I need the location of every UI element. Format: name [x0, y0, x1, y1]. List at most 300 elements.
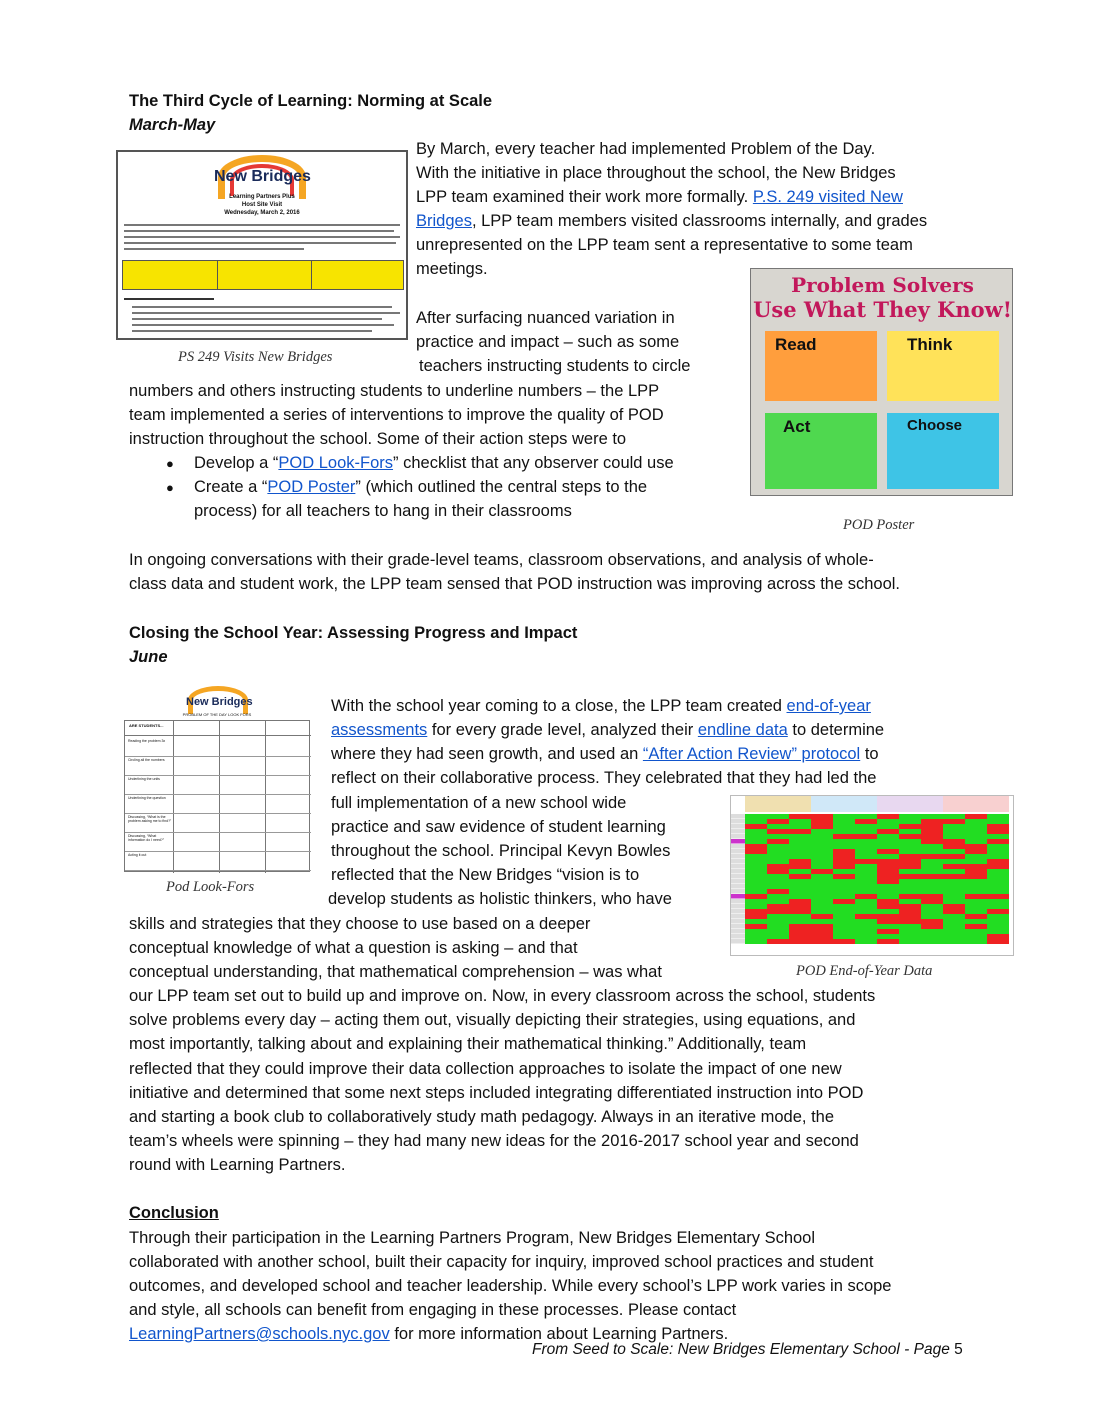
heatmap-cell: [855, 874, 877, 879]
paragraph-line: practice and impact – such as some: [416, 333, 680, 351]
heatmap-cell: [789, 894, 811, 899]
heatmap-cell: [899, 909, 921, 914]
heatmap-cell: [899, 914, 921, 919]
sticky-note-read: [765, 331, 877, 401]
heatmap-cell: [789, 874, 811, 879]
sticky-label: Think: [907, 335, 953, 354]
heatmap-cell: [745, 894, 767, 899]
paragraph-line: throughout the school. Principal Kevyn Bowles: [331, 842, 671, 860]
footer-text: From Seed to Scale: New Bridges Elementary School - Page: [532, 1341, 955, 1358]
paragraph-line: conceptual knowledge of what a question is asking – and that: [129, 939, 578, 957]
heatmap-cell: [767, 864, 789, 869]
heatmap-cell: [921, 899, 943, 904]
image-caption: POD End-of-Year Data: [796, 963, 933, 979]
heatmap-cell: [767, 929, 789, 934]
heatmap-cell: [921, 864, 943, 869]
heatmap-summary-cell: [965, 946, 986, 951]
heatmap-cell: [855, 909, 877, 914]
pod-look-fors-image: [122, 686, 312, 874]
heatmap-cell: [811, 844, 833, 849]
table-row-label: Acting it out: [128, 853, 147, 857]
ps249-visit-link[interactable]: P.S. 249 visited New: [752, 188, 903, 206]
conclusion-title: Conclusion: [129, 1204, 219, 1222]
heatmap-cell: [789, 904, 811, 909]
heatmap-cell: [921, 939, 943, 944]
heatmap-cell: [877, 899, 899, 904]
heatmap-summary-cell: [767, 946, 788, 951]
paragraph-line: team implemented a series of interventions to improve the quality of POD: [129, 406, 664, 424]
paragraph-line: instruction throughout the school. Some of their action steps were to: [129, 430, 627, 448]
heatmap-cell: [745, 889, 767, 894]
heatmap-cell: [921, 854, 943, 859]
heatmap-cell: [877, 854, 899, 859]
heatmap-cell: [877, 939, 899, 944]
text-line: [132, 324, 394, 326]
heatmap-cell: [943, 889, 965, 894]
heatmap-cell: [789, 924, 811, 929]
heatmap-cell: [833, 839, 855, 844]
heatmap-header-cell: [855, 796, 877, 812]
heatmap-row-label: [731, 829, 745, 834]
heatmap-cell: [833, 924, 855, 929]
heatmap-cell: [789, 854, 811, 859]
heatmap-cell: [745, 829, 767, 834]
heatmap-cell: [899, 824, 921, 829]
heatmap-cell: [965, 834, 987, 839]
heatmap-cell: [833, 934, 855, 939]
heatmap-cell: [789, 889, 811, 894]
heatmap-cell: [789, 814, 811, 819]
look-fors-table: [124, 720, 310, 872]
pod-look-fors-link[interactable]: POD Look-Fors: [278, 454, 394, 472]
heatmap-row-label: [731, 819, 745, 824]
heatmap-cell: [789, 879, 811, 884]
heatmap-cell: [921, 849, 943, 854]
end-of-year-assessments-link[interactable]: end-of-year: [786, 697, 871, 715]
heatmap-cell: [943, 874, 965, 879]
paragraph-line: unrepresented on the LPP team sent a representative to some team: [416, 236, 913, 254]
heatmap-cell: [943, 829, 965, 834]
heatmap-cell: [811, 924, 833, 929]
end-of-year-data-image: [730, 795, 1014, 956]
heatmap-cell: [855, 929, 877, 934]
heatmap-summary-cell: [811, 946, 832, 951]
heatmap-cell: [789, 914, 811, 919]
heatmap-cell: [789, 869, 811, 874]
heatmap-cell: [745, 864, 767, 869]
heatmap-cell: [811, 829, 833, 834]
bullet-item: [194, 451, 674, 475]
paragraph-line: initiative and determined that some next steps included integrating differentiated instruction into POD: [129, 1084, 864, 1102]
heatmap-cell: [921, 914, 943, 919]
heatmap-row-label: [731, 859, 745, 864]
heatmap-cell: [767, 839, 789, 844]
heatmap-cell: [811, 894, 833, 899]
heatmap-cell: [745, 849, 767, 854]
paragraph-line: round with Learning Partners.: [129, 1156, 346, 1174]
heatmap-cell: [899, 919, 921, 924]
heatmap-cell: [987, 824, 1009, 829]
table-row-divider: [125, 813, 311, 814]
heatmap-cell: [833, 929, 855, 934]
heatmap-cell: [811, 879, 833, 884]
paragraph-line: [416, 185, 903, 209]
heatmap-cell: [877, 929, 899, 934]
heatmap-header-cell: [789, 796, 811, 812]
heatmap-cell: [833, 864, 855, 869]
heatmap-row-label: [731, 839, 745, 844]
heatmap-cell: [899, 854, 921, 859]
heatmap-cell: [745, 839, 767, 844]
table-cell: [217, 261, 218, 289]
heatmap-cell: [855, 869, 877, 874]
form-title: PROBLEM OF THE DAY LOOK FORS: [182, 712, 252, 717]
heatmap-cell: [965, 859, 987, 864]
heatmap-cell: [987, 899, 1009, 904]
sticky-note-act: [765, 413, 877, 489]
heatmap-cell: [987, 874, 1009, 879]
heatmap-summary-cell: [921, 946, 942, 951]
image-caption: Pod Look-Fors: [166, 879, 255, 895]
heatmap-cell: [877, 824, 899, 829]
text-line: [124, 224, 400, 226]
table-row-label: Underlining the question: [128, 796, 166, 800]
heatmap-cell: [899, 864, 921, 869]
heatmap-cell: [899, 924, 921, 929]
heatmap-cell: [855, 839, 877, 844]
heatmap-cell: [767, 814, 789, 819]
heatmap-cell: [987, 814, 1009, 819]
paragraph-line: and style, all schools can benefit from engaging in these processes. Please contact: [129, 1301, 737, 1319]
heatmap-row-label: [731, 894, 745, 899]
heatmap-cell: [767, 919, 789, 924]
new-bridges-logo: New Bridges: [214, 168, 311, 185]
email-link[interactable]: LearningPartners@schools.nyc.gov: [129, 1325, 390, 1343]
heatmap-cell: [811, 849, 833, 854]
heatmap-cell: [855, 859, 877, 864]
heatmap-cell: [789, 859, 811, 864]
paragraph-line: and starting a book club to collaboratively study math pedagogy. Always in an iterative mode, the: [129, 1108, 835, 1126]
heatmap-row-label: [731, 899, 745, 904]
heatmap-cell: [921, 824, 943, 829]
heatmap-cell: [877, 889, 899, 894]
heatmap-cell: [833, 894, 855, 899]
sticky-note-choose: [887, 413, 999, 489]
heatmap-cell: [877, 904, 899, 909]
paragraph-line: practice and saw evidence of student learning: [331, 818, 666, 836]
ps249-visit-link-cont[interactable]: Bridges: [416, 212, 472, 230]
heatmap-chart: [731, 796, 1014, 956]
heatmap-cell: [943, 859, 965, 864]
heatmap-cell: [855, 849, 877, 854]
heatmap-header-cell: [921, 796, 943, 812]
heatmap-cell: [921, 894, 943, 899]
heatmap-cell: [921, 844, 943, 849]
heatmap-cell: [745, 899, 767, 904]
heatmap-cell: [855, 939, 877, 944]
heatmap-cell: [899, 819, 921, 824]
heatmap-header-cell: [943, 796, 965, 812]
heatmap-cell: [789, 834, 811, 839]
section-subtitle: June: [129, 648, 168, 666]
heatmap-cell: [811, 929, 833, 934]
paragraph-line: collaborated with another school, built their capacity for inquiry, improved school practices and student: [129, 1253, 874, 1271]
heatmap-cell: [921, 929, 943, 934]
heatmap-cell: [921, 874, 943, 879]
heatmap-cell: [811, 839, 833, 844]
host-visit-document-image: [116, 150, 408, 340]
pod-poster-link[interactable]: POD Poster: [267, 478, 356, 496]
heatmap-cell: [855, 894, 877, 899]
table-row-divider: [125, 851, 311, 852]
heatmap-cell: [877, 859, 899, 864]
heatmap-cell: [877, 819, 899, 824]
heatmap-cell: [943, 894, 965, 899]
heatmap-cell: [811, 869, 833, 874]
paragraph-line: skills and strategies that they choose to use based on a deeper: [129, 915, 591, 933]
heatmap-cell: [987, 894, 1009, 899]
heatmap-header-cell: [965, 796, 987, 812]
heatmap-cell: [745, 934, 767, 939]
heatmap-cell: [965, 914, 987, 919]
paragraph-line: class data and student work, the LPP team sensed that POD instruction was improving across the school.: [129, 575, 901, 593]
heatmap-cell: [745, 844, 767, 849]
heatmap-cell: [987, 829, 1009, 834]
heatmap-cell: [987, 919, 1009, 924]
heatmap-cell: [811, 934, 833, 939]
paragraph-line: most importantly, talking about and explaining their mathematical thinking.” Additionally, team: [129, 1035, 807, 1053]
endline-data-link[interactable]: endline data: [697, 721, 788, 739]
paragraph-line: [331, 742, 879, 766]
heatmap-cell: [987, 934, 1009, 939]
heatmap-cell: [833, 904, 855, 909]
heatmap-cell: [943, 884, 965, 889]
heatmap-row-label: [731, 884, 745, 889]
heatmap-cell: [767, 879, 789, 884]
sticky-note-think: [887, 331, 999, 401]
heatmap-cell: [877, 844, 899, 849]
heatmap-cell: [833, 854, 855, 859]
heatmap-row-label: [731, 854, 745, 859]
heatmap-cell: [899, 844, 921, 849]
heatmap-cell: [899, 899, 921, 904]
heatmap-cell: [965, 839, 987, 844]
heatmap-cell: [789, 909, 811, 914]
heatmap-cell: [833, 874, 855, 879]
heatmap-cell: [921, 909, 943, 914]
heatmap-cell: [745, 824, 767, 829]
heatmap-cell: [899, 879, 921, 884]
text: , LPP team members visited classrooms internally, and grades: [471, 212, 928, 230]
heatmap-header-cell: [877, 796, 899, 812]
heatmap-row-label: [731, 844, 745, 849]
heatmap-row-label: [731, 869, 745, 874]
heatmap-cell: [833, 829, 855, 834]
heatmap-cell: [965, 874, 987, 879]
paragraph-line: full implementation of a new school wide: [331, 794, 627, 812]
heatmap-cell: [965, 819, 987, 824]
heatmap-summary-cell: [745, 946, 766, 951]
heatmap-cell: [877, 909, 899, 914]
table-header-divider: [125, 735, 311, 736]
heatmap-cell: [811, 819, 833, 824]
heatmap-cell: [833, 814, 855, 819]
heatmap-cell: [833, 919, 855, 924]
heatmap-cell: [745, 859, 767, 864]
heatmap-cell: [745, 904, 767, 909]
heatmap-cell: [855, 934, 877, 939]
heatmap-summary-cell: [877, 946, 898, 951]
heatmap-cell: [855, 914, 877, 919]
heatmap-cell: [767, 889, 789, 894]
heatmap-cell: [943, 849, 965, 854]
heatmap-cell: [767, 934, 789, 939]
heatmap-cell: [987, 929, 1009, 934]
heatmap-cell: [789, 819, 811, 824]
heatmap-summary-cell: [811, 952, 832, 956]
heatmap-cell: [899, 834, 921, 839]
heatmap-cell: [811, 874, 833, 879]
heatmap-cell: [833, 859, 855, 864]
heatmap-cell: [943, 839, 965, 844]
heatmap-cell: [921, 924, 943, 929]
heatmap-cell: [943, 919, 965, 924]
heatmap-cell: [745, 924, 767, 929]
heatmap-cell: [899, 904, 921, 909]
heatmap-cell: [965, 929, 987, 934]
heatmap-row-label: [731, 914, 745, 919]
heatmap-cell: [877, 869, 899, 874]
table-row-label: Reading the problem 3x: [128, 739, 166, 743]
heatmap-row-label: [731, 924, 745, 929]
heatmap-cell: [811, 939, 833, 944]
paragraph-line: reflected that they could improve their data collection approaches to isolate the impact of one new: [129, 1060, 842, 1078]
paragraph-line: reflect on their collaborative process. They celebrated that they had led the: [331, 769, 877, 787]
heatmap-cell: [833, 879, 855, 884]
heatmap-cell: [987, 924, 1009, 929]
heatmap-cell: [767, 899, 789, 904]
text: Create a “: [194, 478, 268, 496]
paragraph-line: outcomes, and developed school and teacher leadership. While every school’s LPP work varies in scope: [129, 1277, 892, 1295]
heatmap-summary-cell: [943, 946, 964, 951]
heatmap-cell: [921, 819, 943, 824]
heatmap-summary-cell: [855, 946, 876, 951]
heatmap-cell: [833, 849, 855, 854]
heatmap-cell: [921, 919, 943, 924]
paragraph-line: our LPP team set out to build up and improve on. Now, in every classroom across the school, students: [129, 987, 876, 1005]
heatmap-cell: [877, 914, 899, 919]
page-number: 5: [954, 1341, 963, 1358]
heatmap-cell: [745, 919, 767, 924]
heatmap-cell: [921, 839, 943, 844]
heatmap-cell: [943, 844, 965, 849]
sticky-label: Read: [775, 335, 817, 354]
heatmap-cell: [987, 879, 1009, 884]
heatmap-cell: [789, 934, 811, 939]
heatmap-cell: [833, 899, 855, 904]
heatmap-cell: [943, 879, 965, 884]
text-line: [132, 318, 382, 320]
heatmap-cell: [921, 884, 943, 889]
heatmap-summary-cell: [899, 946, 920, 951]
heatmap-cell: [745, 879, 767, 884]
bullet-item: [194, 475, 647, 499]
heatmap-summary-cell: [877, 952, 898, 956]
heatmap-cell: [745, 929, 767, 934]
heatmap-summary-cell: [833, 946, 854, 951]
after-action-review-link[interactable]: “After Action Review” protocol: [642, 745, 861, 763]
end-of-year-assessments-link-cont[interactable]: assessments: [331, 721, 428, 739]
heatmap-cell: [921, 814, 943, 819]
table-row-divider: [125, 794, 311, 795]
paragraph-line: teachers instructing students to circle: [419, 357, 691, 375]
table-row-divider: [125, 870, 311, 871]
heatmap-cell: [987, 864, 1009, 869]
heatmap-cell: [767, 854, 789, 859]
heatmap-cell: [965, 849, 987, 854]
heatmap-cell: [943, 869, 965, 874]
heatmap-header-cell: [833, 796, 855, 812]
heatmap-cell: [943, 904, 965, 909]
heatmap-cell: [965, 879, 987, 884]
heatmap-cell: [987, 939, 1009, 944]
heatmap-row-label: [731, 864, 745, 869]
heatmap-cell: [965, 864, 987, 869]
heatmap-cell: [987, 904, 1009, 909]
heatmap-cell: [877, 924, 899, 929]
heatmap-cell: [811, 919, 833, 924]
heatmap-cell: [987, 884, 1009, 889]
heatmap-cell: [855, 829, 877, 834]
sticky-label: Act: [783, 417, 811, 436]
text-line: [124, 248, 304, 250]
col-header: ARE STUDENTS...: [129, 723, 164, 728]
table-row-divider: [125, 756, 311, 757]
heatmap-cell: [877, 839, 899, 844]
page-footer: [532, 1341, 963, 1359]
heatmap-cell: [745, 909, 767, 914]
heatmap-cell: [965, 899, 987, 904]
heatmap-cell: [789, 849, 811, 854]
heatmap-cell: [965, 919, 987, 924]
heatmap-cell: [833, 914, 855, 919]
heatmap-cell: [965, 884, 987, 889]
heatmap-cell: [965, 854, 987, 859]
paragraph-line: develop students as holistic thinkers, who have: [328, 890, 672, 908]
heatmap-row-label: [731, 929, 745, 934]
heatmap-cell: [833, 819, 855, 824]
text-line: [132, 306, 392, 308]
heatmap-cell: [943, 814, 965, 819]
bullet-dot: ●: [166, 480, 174, 495]
heatmap-summary-cell: [965, 952, 986, 956]
heatmap-cell: [943, 899, 965, 904]
doc-subtitle: Host Site Visit: [241, 202, 283, 208]
heatmap-cell: [877, 894, 899, 899]
heatmap-cell: [899, 889, 921, 894]
sticky-label: Choose: [907, 417, 963, 434]
heatmap-cell: [767, 844, 789, 849]
heatmap-summary-cell: [987, 946, 1008, 951]
heatmap-cell: [943, 864, 965, 869]
heatmap-cell: [855, 819, 877, 824]
paragraph-line: conceptual understanding, that mathematical comprehension – was what: [129, 963, 662, 981]
heatmap-cell: [943, 824, 965, 829]
heatmap-cell: [899, 929, 921, 934]
heatmap-cell: [877, 879, 899, 884]
heatmap-cell: [855, 924, 877, 929]
heatmap-cell: [899, 894, 921, 899]
